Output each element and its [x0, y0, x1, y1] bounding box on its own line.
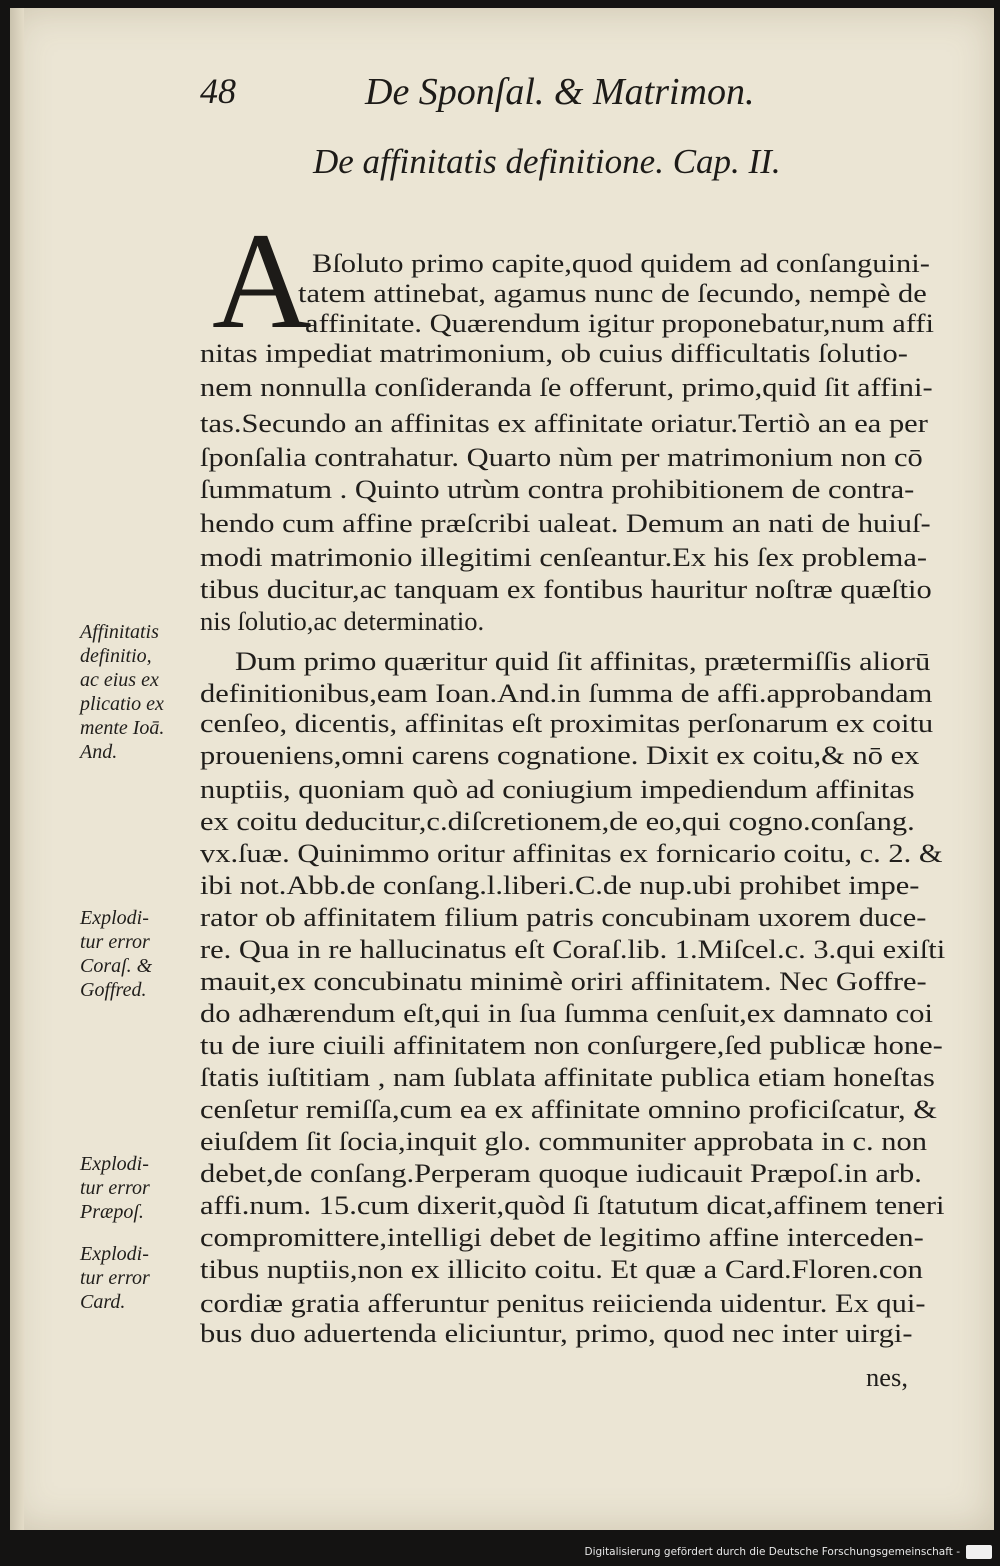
note-line: And.: [80, 741, 118, 763]
note-line: Præpoſ.: [80, 1201, 144, 1223]
body-line: cenſetur remiſſa,cum ea ex affinitate omnino proficiſcatur, &: [200, 1094, 937, 1124]
body-line: re. Qua in re hallucinatus eſt Coraſ.lib. 1.Miſcel.c. 3.qui exiſti: [200, 934, 946, 964]
marginal-note: [80, 1242, 150, 1314]
running-title: De Sponſal. & Matrimon.: [365, 71, 755, 113]
body-line: definitionibus,eam Ioan.And.in ſumma de affi.approbandam: [200, 678, 933, 708]
note-line: tur error: [80, 1267, 150, 1289]
body-line: do adhærendum eſt,qui in ſua ſumma cenſuit,ex damnato coi: [200, 998, 933, 1028]
body-line: ſtatis iuſtitiam , nam ſublata affinitate publica etiam honeſtas: [200, 1062, 935, 1092]
chapter-title: De affinitatis definitione. Cap. II.: [313, 142, 781, 181]
body-line: Dum primo quæritur quid ſit affinitas, prætermiſſis aliorū: [235, 646, 931, 676]
body-line: cordiæ gratia afferuntur penitus reiicienda uidentur. Ex qui-: [200, 1288, 926, 1318]
dfg-logo: [966, 1545, 992, 1559]
body-line: modi matrimonio illegitimi cenſeantur.Ex his ſex problema-: [200, 542, 928, 572]
body-line: Bſoluto primo capite,quod quidem ad conſanguini-: [312, 248, 930, 278]
note-line: tur error: [80, 1177, 150, 1199]
body-line: mauit,ex concubinatu minimè oriri affinitatem. Nec Goffre-: [200, 966, 927, 996]
note-line: mente Ioā.: [80, 717, 165, 739]
body-line: nem nonnulla conſideranda ſe offerunt, primo,quid ſit affini-: [200, 372, 933, 402]
body-line: ibi not.Abb.de conſang.l.liberi.C.de nup.ubi prohibet impe-: [200, 870, 920, 900]
body-line: tas.Secundo an affinitas ex affinitate oriatur.Tertiò an ea per: [200, 408, 928, 438]
digitization-credit: Digitalisierung gefördert durch die Deutsche Forschungsgemeinschaft -: [584, 1546, 960, 1558]
page-number: 48: [200, 71, 236, 111]
page-edge: [10, 8, 24, 1530]
body-line: tatem attinebat, agamus nunc de ſecundo, nempè de: [298, 278, 927, 308]
note-line: ac eius ex: [80, 669, 159, 691]
body-line: bus duo aduertenda eliciuntur, primo, quod nec inter uirgi-: [200, 1318, 913, 1348]
note-line: plicatio ex: [80, 693, 164, 715]
body-line: nis ſolutio,ac determinatio.: [200, 606, 485, 636]
body-line: ex coitu deducitur,c.diſcretionem,de eo,qui cogno.conſang.: [200, 806, 915, 836]
body-line: affinitate. Quærendum igitur proponebatur,num affi: [305, 308, 935, 338]
body-line: tu de iure ciuili affinitatem non conſurgere,ſed publicæ hone-: [200, 1030, 943, 1060]
note-line: tur error: [80, 931, 150, 953]
marginal-note: [80, 1152, 150, 1224]
note-line: Coraſ. &: [80, 955, 153, 977]
body-line: proueniens,omni carens cognatione. Dixit ex coitu,& nō ex: [200, 740, 920, 770]
body-line: vx.ſuæ. Quinimmo oritur affinitas ex fornicario coitu, c. 2. &: [200, 838, 943, 868]
body-line: eiuſdem ſit ſocia,inquit glo. communiter approbata in c. non: [200, 1126, 927, 1156]
note-line: Affinitatis: [80, 621, 159, 643]
note-line: Explodi-: [80, 1153, 149, 1175]
body-line: affi.num. 15.cum dixerit,quòd ſi ſtatutum dicat,affinem teneri: [200, 1190, 945, 1220]
drop-cap: A: [212, 204, 312, 357]
body-line: debet,de conſang.Perperam quoque iudicauit Præpoſ.in arb.: [200, 1158, 922, 1188]
body-line: tibus nuptiis,non ex illicito coitu. Et quæ a Card.Floren.con: [200, 1254, 923, 1284]
note-line: Goffred.: [80, 979, 147, 1001]
body-line: ſponſalia contrahatur. Quarto nùm per matrimonium non cō: [200, 442, 923, 472]
body-line: hendo cum affine præſcribi ualeat. Demum an nati de huiuſ-: [200, 508, 931, 538]
body-line: nes,: [866, 1362, 908, 1392]
note-line: Explodi-: [80, 907, 149, 929]
body-line: cenſeo, dicentis, affinitas eſt proximitas perſonarum ex coitu: [200, 708, 934, 738]
note-line: Explodi-: [80, 1243, 149, 1265]
body-line: tibus ducitur,ac tanquam ex fontibus hauritur noſtræ quæſtio: [200, 574, 932, 604]
marginal-note: [80, 906, 152, 1002]
note-line: Card.: [80, 1291, 126, 1313]
body-line: nitas impediat matrimonium, ob cuius difficultatis ſolutio-: [200, 338, 908, 368]
body-line: rator ob affinitatem filium patris concubinam uxorem duce-: [200, 902, 927, 932]
marginal-note: [80, 620, 164, 764]
body-line: nuptiis, quoniam quò ad coniugium impediendum affinitas: [200, 774, 915, 804]
note-line: definitio,: [80, 645, 152, 667]
body-line: ſummatum . Quinto utrùm contra prohibitionem de contra-: [200, 474, 915, 504]
body-line: compromittere,intelligi debet de legitimo affine interceden-: [200, 1222, 924, 1252]
